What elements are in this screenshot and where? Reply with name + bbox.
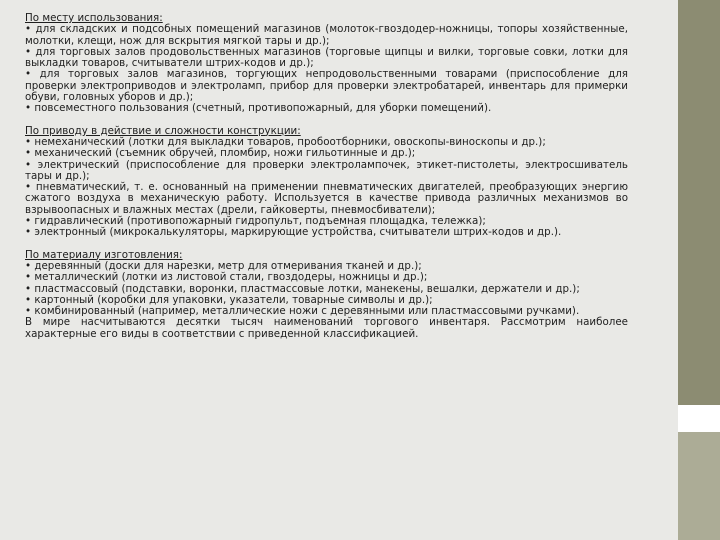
sidebar-top-band — [678, 0, 720, 405]
list-item: • пневматический, т. е. основанный на применении пневматических двигателей, преобразующих энергию сжатого воздуха в механическую работу. Используется в качестве привода различных механизмов во взрывоопасных и влажных местах (дрели, гайковерты, пневмосбиватели); — [25, 181, 628, 216]
list-item: • для торговых залов продовольственных магазинов (торговые щипцы и вилки, торговые совки, лотки для выкладки товаров, считыватели штрих-кодов и др.); — [25, 45, 628, 70]
section-usage — [25, 13, 628, 115]
list-item: • комбинированный (например, металлические ножи с деревянными или пластмассовыми ручками). — [25, 305, 580, 318]
list-item: • деревянный (доски для нарезки, метр для отмеривания тканей и др.); — [25, 259, 422, 272]
sidebar-middle-band — [678, 405, 720, 432]
list-item: • пластмассовый (подставки, воронки, пластмассовые лотки, манекены, вешалки, держатели и др.); — [25, 282, 580, 295]
decorative-sidebar — [678, 0, 720, 540]
list-item: • для складских и подсобных помещений магазинов (молоток-гвоздодер-ножницы, топоры хозяйственные, молотки, клещи, нож для вскрытия мягкой тары и др.); — [25, 23, 628, 47]
section-material — [25, 250, 628, 340]
list-item: • повсеместного пользования (счетный, противопожарный, для уборки помещений). — [25, 102, 492, 115]
list-item: • немеханический (лотки для выкладки товаров, пробоотборники, овоскопы-виноскопы и др.); — [25, 135, 546, 148]
section-drive — [25, 126, 628, 239]
list-item: • электронный (микрокалькуляторы, маркирующие устройства, считыватели штрих-кодов и др.). — [25, 226, 562, 239]
document-body — [25, 13, 628, 351]
section-heading-text: По материалу изготовления — [25, 248, 179, 261]
list-item: • металлический (лотки из листовой стали, гвоздодеры, ножницы и др.); — [25, 271, 428, 284]
closing-paragraph: В мире насчитываются десятки тысяч наименований торгового инвентаря. Рассмотрим наиболее характерные его виды в соответствии с приведенной классификацией. — [25, 316, 628, 340]
list-item: • механический (съемник обручей, пломбир, ножи гильотинные и др.); — [25, 147, 416, 160]
list-item: • для торговых залов магазинов, торгующих непродовольственными товарами (приспособление для проверки электроприводов и электроламп, прибор для проверки электробатарей, инвентарь для примерки обуви, головных уборов и др.); — [25, 68, 628, 104]
section-heading: По приводу в действие и сложности конструкции: — [25, 124, 301, 137]
section-heading-colon: : — [179, 248, 183, 261]
sidebar-bottom-band — [678, 432, 720, 540]
list-item: • картонный (коробки для упаковки, указатели, товарные символы и др.); — [25, 293, 433, 306]
section-heading: По месту использования: — [25, 12, 163, 24]
list-item: • электрический (приспособление для проверки электролампочек, этикет-пистолеты, электросшиватель тары и др.); — [25, 158, 628, 182]
list-item: • гидравлический (противопожарный гидропульт, подъемная площадка, тележка); — [25, 215, 486, 228]
